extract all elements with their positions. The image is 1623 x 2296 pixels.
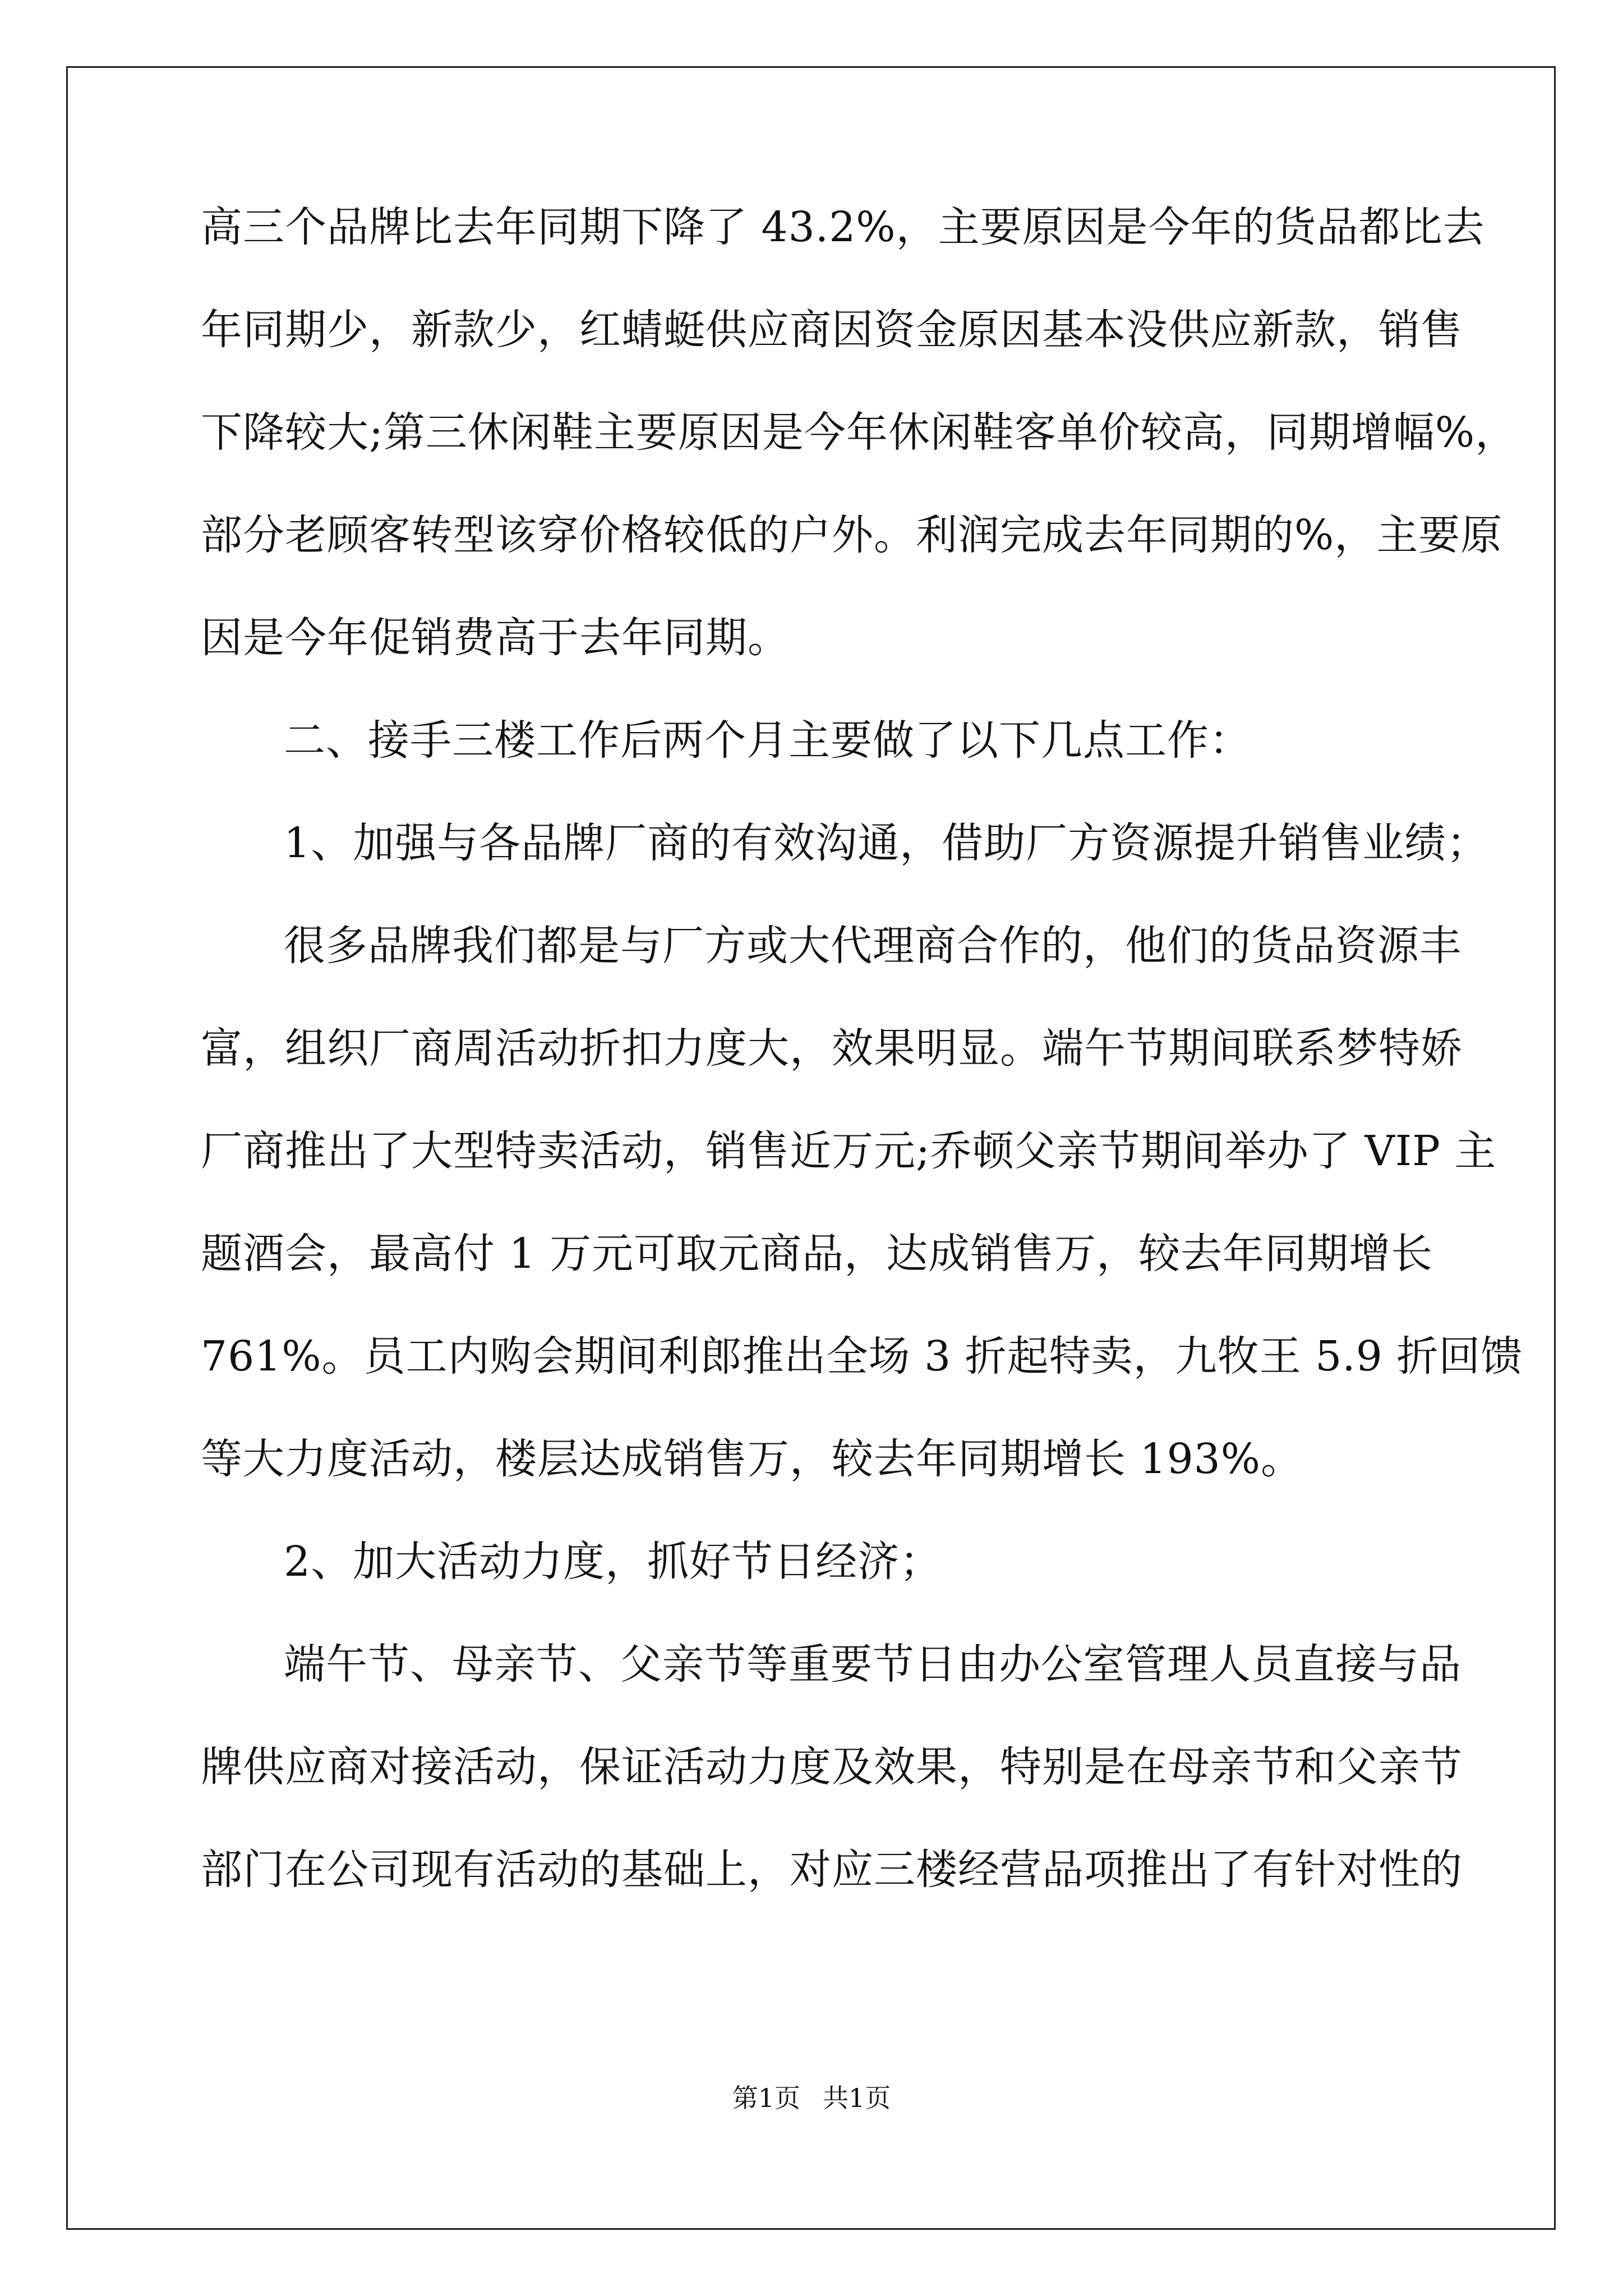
text-line: 题酒会，最高付 1 万元可取元商品，达成销售万，较去年同期增长 (201, 1230, 1433, 1278)
text-line: 等大力度活动，楼层达成销售万，较去年同期增长 193%。 (201, 1435, 1303, 1483)
text-line: 端午节、母亲节、父亲节等重要节日由办公室管理人员直接与品 (284, 1640, 1461, 1688)
text-line: 厂商推出了大型特卖活动，销售近万元;乔顿父亲节期间举办了 VIP 主 (201, 1127, 1497, 1175)
page-number: 第1页 (732, 2083, 800, 2113)
text-line: 部分老顾客转型该穿价格较低的户外。利润完成去年同期的%，主要原 (201, 511, 1503, 559)
section-heading: 二、接手三楼工作后两个月主要做了以下几点工作： (284, 716, 1251, 765)
text-line: 高三个品牌比去年同期下降了 43.2%，主要原因是今年的货品都比去 (201, 203, 1485, 251)
text-line: 牌供应商对接活动，保证活动力度及效果，特别是在母亲节和父亲节 (201, 1743, 1463, 1791)
text-line: 下降较大;第三休闲鞋主要原因是今年休闲鞋客单价较高，同期增幅%， (201, 408, 1518, 457)
subsection-heading: 2、加大活动力度，抓好节日经济； (284, 1538, 942, 1586)
subsection-heading: 1、加强与各品牌厂商的有效沟通，借助厂方资源提升销售业绩； (284, 819, 1489, 867)
page-total: 共1页 (823, 2083, 891, 2113)
text-line: 761%。员工内购会期间利郎推出全场 3 折起特卖，九牧王 5.9 折回馈 (201, 1332, 1523, 1381)
text-line: 年同期少，新款少，红蜻蜓供应商因资金原因基本没供应新款，销售 (201, 306, 1463, 354)
page-footer (0, 2081, 1623, 2115)
text-line: 很多品牌我们都是与厂方或大代理商合作的，他们的货品资源丰 (284, 922, 1461, 970)
text-line: 因是今年促销费高于去年同期。 (201, 614, 790, 662)
text-line: 富，组织厂商周活动折扣力度大，效果明显。端午节期间联系梦特娇 (201, 1024, 1463, 1073)
text-line: 部门在公司现有活动的基础上，对应三楼经营品项推出了有针对性的 (201, 1846, 1463, 1894)
